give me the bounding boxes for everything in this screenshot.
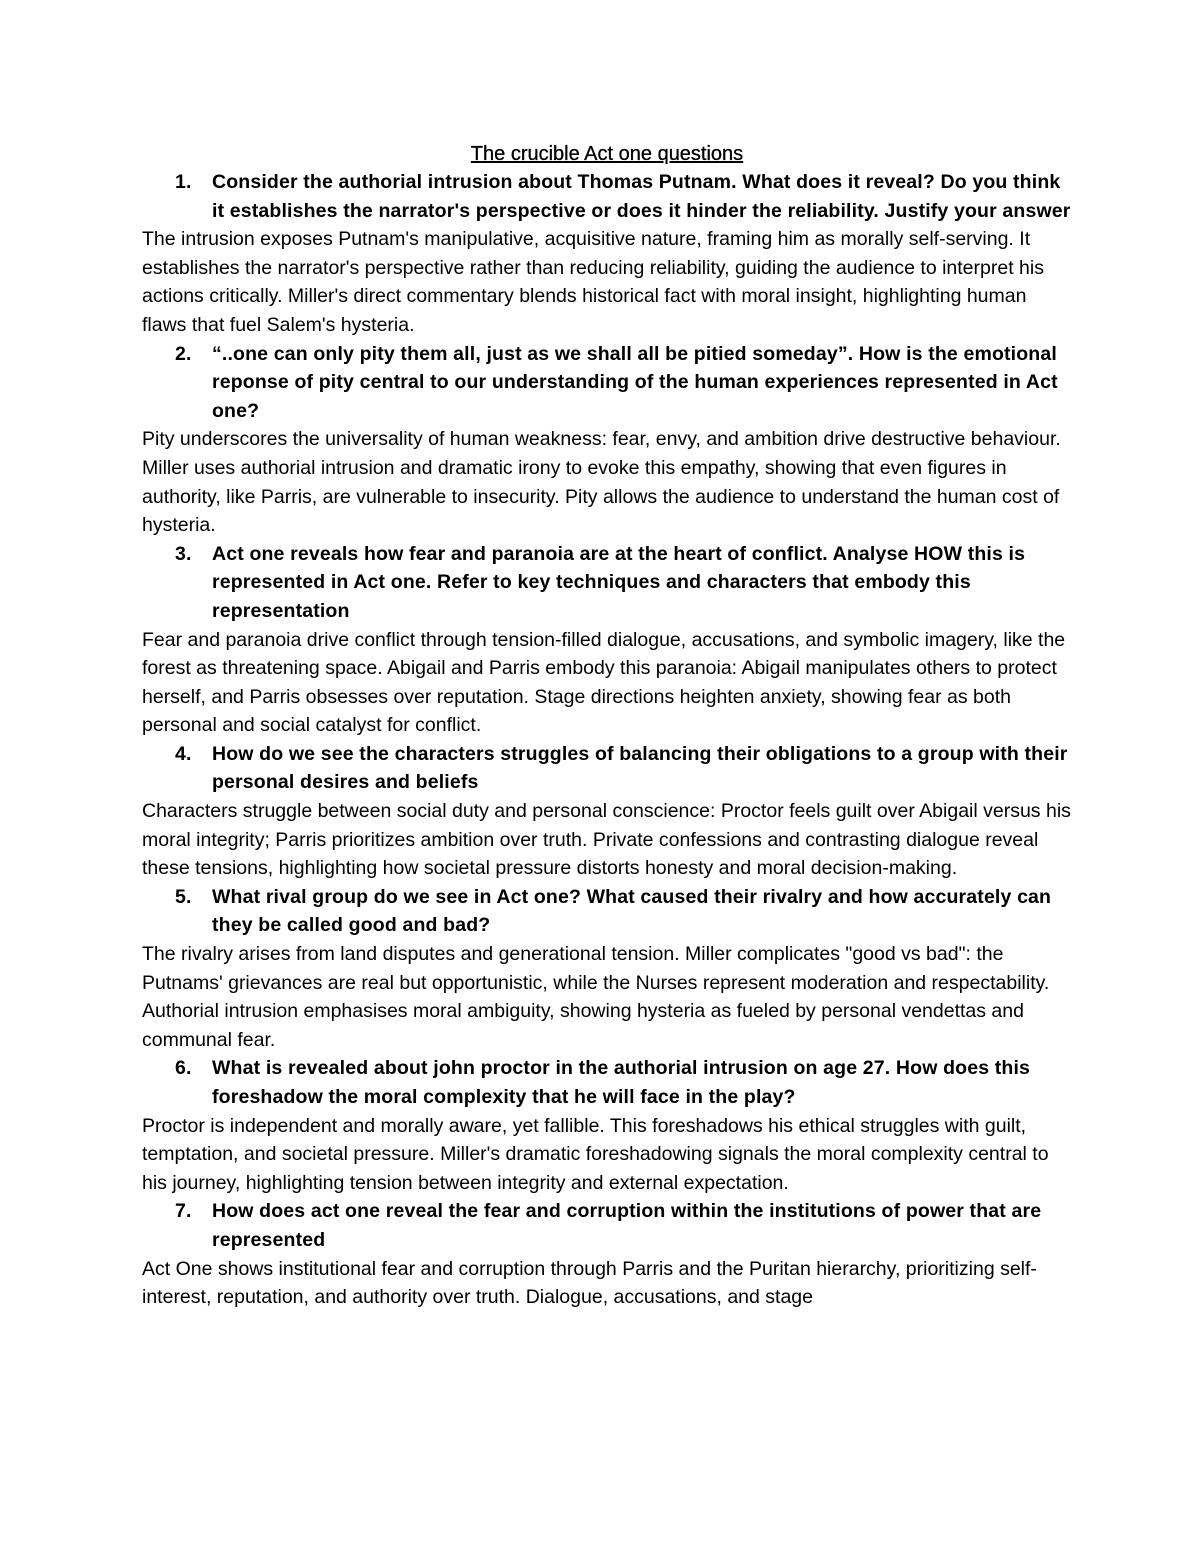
qa-item-2 (142, 340, 1072, 540)
answer-text: Act One shows institutional fear and corruption through Parris and the Puritan hierarchy, prioritizing self-interest, reputation, and authority over truth. Dialogue, accusations, and stage (142, 1257, 1037, 1309)
document-page (142, 140, 1072, 1312)
question (142, 883, 1072, 940)
question-text: How does act one reveal the fear and corruption within the institutions of power that are represented (212, 1200, 1042, 1251)
question-text: Consider the authorial intrusion about Thomas Putnam. What does it reveal? Do you think it establishes the narrator's perspective or does it hinder the reliability. Justify your answer (212, 171, 1071, 222)
question-text: How do we see the characters struggles of balancing their obligations to a group with their personal desires and beliefs (212, 742, 1068, 794)
question (142, 540, 1072, 626)
question-number: 4. (175, 742, 192, 765)
answer-text: Fear and paranoia drive conflict through tension-filled dialogue, accusations, and symbolic imagery, like the forest as threatening space. Abigail and Parris embody this paranoia: Abigail manipulates others to protect herself, and Parris obsesses over reputation. Stage directions heighten anxiety, showing fear as both personal and social catalyst for conflict. (142, 628, 1066, 737)
question (142, 740, 1072, 797)
question-number: 7. (175, 1200, 192, 1223)
answer-text: Characters struggle between social duty and personal conscience: Proctor feels guilt over Abigail versus his moral integrity; Parris prioritizes ambition over truth. Private confessions and contrasting dialogue reveal these tensions, highlighting how societal pressure distorts honesty and moral decision-making. (142, 800, 1071, 880)
question (142, 168, 1072, 225)
qa-item-7 (142, 1197, 1072, 1311)
answer-text: Proctor is independent and morally aware, yet fallible. This foreshadows his ethical struggles with guilt, temptation, and societal pressure. Miller's dramatic foreshadowing signals the moral complexity central to his journey, highlighting tension between integrity and external expectation. (142, 1114, 1049, 1194)
question-text: Act one reveals how fear and paranoia are at the heart of conflict. Analyse HOW this is represented in Act one. Refer to key techniques and characters that embody this representation (212, 542, 1026, 622)
question-number: 1. (175, 171, 192, 193)
answer-text: The intrusion exposes Putnam's manipulative, acquisitive nature, framing him as morally self-serving. It establishes the narrator's perspective rather than reducing reliability, guiding the audience to interpret his actions critically. Miller's direct commentary blends historical fact with moral insight, highlighting human flaws that fuel Salem's hysteria. (142, 228, 1044, 336)
qa-item-4 (142, 740, 1072, 883)
question-text: What rival group do we see in Act one? What caused their rivalry and how accurately can they be called good and bad? (212, 885, 1052, 937)
qa-item-1 (142, 168, 1072, 340)
question (142, 1054, 1072, 1111)
question-number: 6. (175, 1057, 192, 1080)
question-number: 3. (175, 542, 192, 565)
answer-text: The rivalry arises from land disputes and generational tension. Miller complicates "good vs bad": the Putnams' grievances are real but opportunistic, while the Nurses represent moderation and respectability. Authorial intrusion emphasises moral ambiguity, showing hysteria as fueled by personal vendettas and communal fear. (142, 943, 1050, 1051)
question (142, 1197, 1072, 1254)
question-text: “..one can only pity them all, just as we shall all be pitied someday”. How is the emotional reponse of pity central to our understanding of the human experiences represented in Act one? (212, 342, 1058, 422)
question-text: What is revealed about john proctor in the authorial intrusion on age 27. How does this foreshadow the moral complexity that he will face in the play? (212, 1057, 1031, 1108)
answer-text: Pity underscores the universality of human weakness: fear, envy, and ambition drive destructive behaviour. Miller uses authorial intrusion and dramatic irony to evoke this empathy, showing that even figures in authority, like Parris, are vulnerable to insecurity. Pity allows the audience to understand the human cost of hysteria. (142, 428, 1061, 537)
question (142, 340, 1072, 426)
qa-item-6 (142, 1054, 1072, 1197)
qa-item-5 (142, 883, 1072, 1055)
document-title: The crucible Act one questions (470, 143, 744, 165)
question-number: 2. (175, 342, 192, 365)
question-number: 5. (175, 885, 192, 908)
qa-item-3 (142, 540, 1072, 740)
